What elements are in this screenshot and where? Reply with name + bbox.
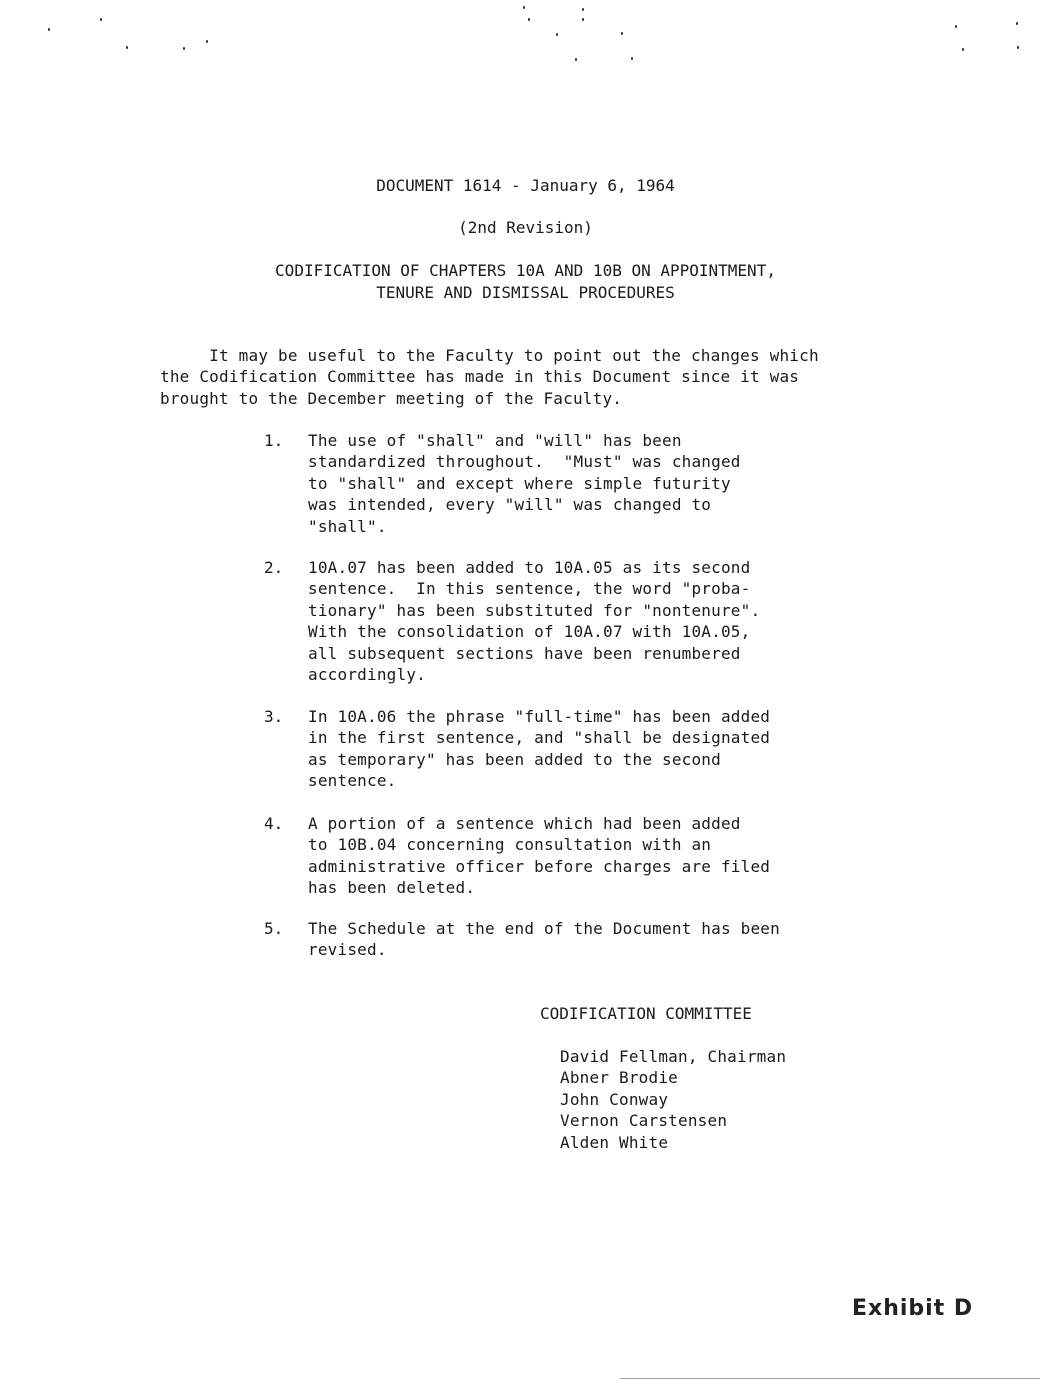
scan-speck [523, 6, 525, 9]
list-item-text: The use of "shall" and "will" has been standardized throughout. "Must" was changed to "shall" and except where simple futurity was intended, every "will" was changed to "shall". [308, 431, 741, 536]
scan-speck [1016, 22, 1018, 25]
scan-speck [183, 47, 185, 50]
scan-speck [556, 33, 558, 36]
list-item-text: The Schedule at the end of the Document has been revised. [308, 919, 780, 960]
committee-member: Abner Brodie [560, 1068, 678, 1088]
scan-speck [621, 32, 623, 35]
intro-paragraph: It may be useful to the Faculty to point out the changes which the Codification Committee has made in this Document since it was brought to the December meeting of the Faculty. [160, 346, 819, 408]
committee-member: Alden White [560, 1132, 669, 1152]
scan-speck [582, 8, 584, 11]
scan-speck [962, 48, 964, 51]
list-item-number: 3. [264, 707, 284, 726]
document-title-line-1: CODIFICATION OF CHAPTERS 10A AND 10B ON APPOINTMENT, [275, 261, 776, 280]
scan-speck [955, 25, 957, 28]
list-item-number: 4. [264, 814, 284, 833]
list-item-text: 10A.07 has been added to 10A.05 as its second sentence. In this sentence, the word "proba- tionary" has been substituted for "nontenure". With the consolidation of 10A.07 with 10A.05, all subsequent sections have been renumbered accordingly. [308, 558, 761, 685]
scan-speck [100, 18, 102, 21]
document-number-date: DOCUMENT 1614 - January 6, 1964 [376, 176, 675, 195]
list-item-number: 1. [264, 431, 284, 450]
exhibit-label: Exhibit D [852, 1296, 974, 1321]
scan-speck [528, 18, 530, 21]
scan-speck [631, 57, 633, 60]
scan-speck [206, 40, 208, 43]
revision-note: (2nd Revision) [458, 218, 593, 237]
scan-speck [582, 18, 584, 21]
scan-speck [126, 46, 128, 49]
list-item-number: 5. [264, 919, 284, 938]
list-item-text: A portion of a sentence which had been added to 10B.04 concerning consultation with an administrative officer before charges are filed has been deleted. [308, 814, 771, 898]
scan-speck [575, 58, 577, 61]
page-bottom-divider [620, 1378, 1040, 1379]
scan-speck [1017, 46, 1019, 49]
list-item-text: In 10A.06 the phrase "full-time" has been added in the first sentence, and "shall be designated as temporary" has been added to the second sentence. [308, 707, 771, 791]
committee-title: CODIFICATION COMMITTEE [540, 1004, 752, 1023]
committee-member: Vernon Carstensen [560, 1111, 728, 1131]
document-title-line-2: TENURE AND DISMISSAL PROCEDURES [376, 283, 675, 302]
committee-member: David Fellman, Chairman [560, 1047, 787, 1066]
committee-member: John Conway [560, 1089, 669, 1109]
scan-speck [48, 28, 50, 31]
committee-members [560, 1046, 786, 1153]
list-item-number: 2. [264, 558, 284, 577]
